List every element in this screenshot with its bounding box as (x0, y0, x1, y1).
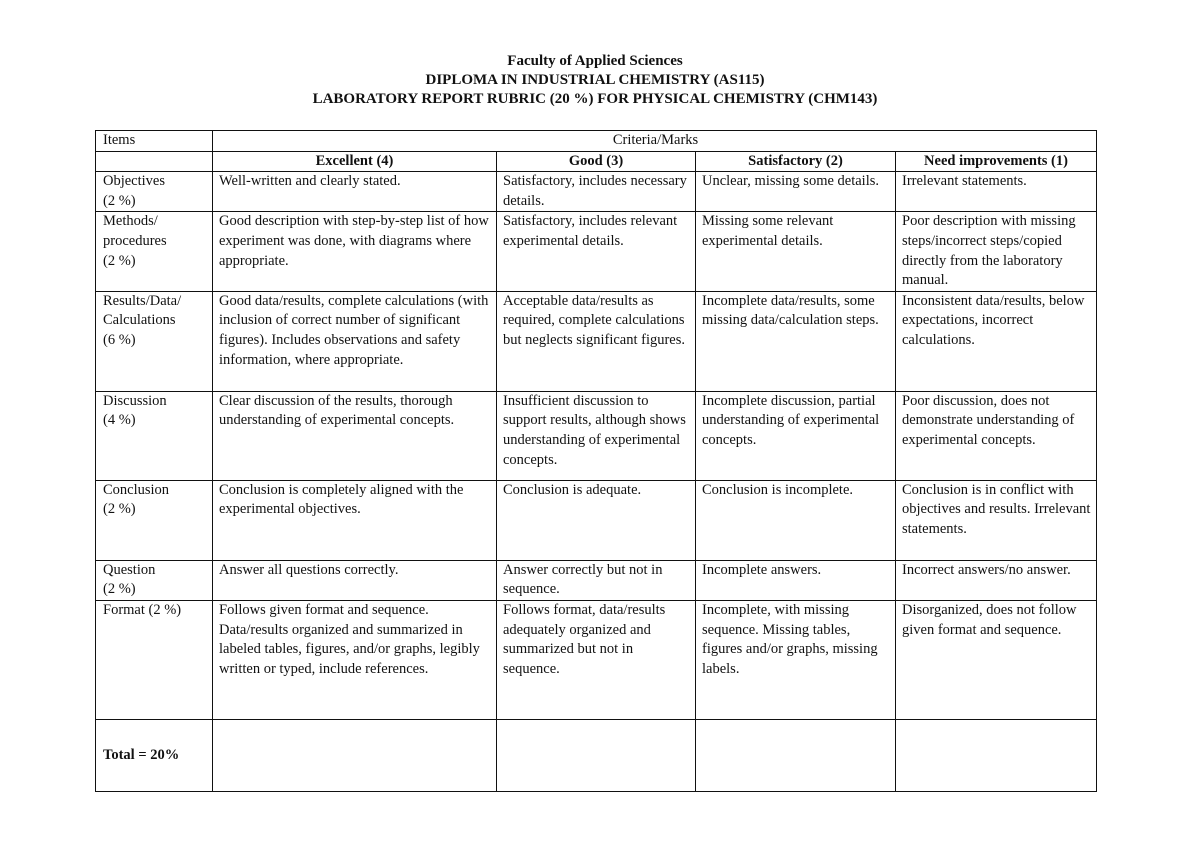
good-cell: Acceptable data/results as required, complete calculations but neglects significant figures. (497, 291, 696, 391)
satisfactory-cell: Incomplete discussion, partial understanding of experimental concepts. (696, 391, 896, 480)
total-needs-improvement-cell (896, 719, 1097, 791)
satisfactory-cell: Incomplete answers. (696, 560, 896, 600)
needs-improvement-cell: Poor discussion, does not demonstrate understanding of experimental concepts. (896, 391, 1097, 480)
rubric-title: LABORATORY REPORT RUBRIC (20 %) FOR PHYSICAL CHEMISTRY (CHM143) (312, 91, 878, 107)
table-row (96, 480, 1097, 560)
excellent-cell: Clear discussion of the results, thorough understanding of experimental concepts. (213, 391, 497, 480)
level-excellent: Excellent (4) (213, 151, 497, 172)
good-cell: Conclusion is adequate. (497, 480, 696, 560)
total-excellent-cell (213, 719, 497, 791)
good-cell: Satisfactory, includes necessary details. (497, 172, 696, 212)
needs-improvement-cell: Incorrect answers/no answer. (896, 560, 1097, 600)
excellent-cell: Well-written and clearly stated. (213, 172, 497, 212)
table-row (96, 560, 1097, 600)
table-row (96, 212, 1097, 291)
table-row (96, 172, 1097, 212)
table-row (96, 391, 1097, 480)
excellent-cell: Answer all questions correctly. (213, 560, 497, 600)
satisfactory-cell: Unclear, missing some details. (696, 172, 896, 212)
item-cell: Discussion (4 %) (96, 391, 213, 480)
item-cell: Format (2 %) (96, 600, 213, 719)
table-row (96, 600, 1097, 719)
good-cell: Satisfactory, includes relevant experimental details. (497, 212, 696, 291)
excellent-cell: Follows given format and sequence. Data/results organized and summarized in labeled tables, figures, and/or graphs, legibly written or typed, include references. (213, 600, 497, 719)
faculty-title: Faculty of Applied Sciences (507, 53, 683, 69)
satisfactory-cell: Incomplete, with missing sequence. Missing tables, figures and/or graphs, missing labels. (696, 600, 896, 719)
needs-improvement-cell: Poor description with missing steps/incorrect steps/copied directly from the laboratory manual. (896, 212, 1097, 291)
table-header-row (96, 131, 1097, 152)
satisfactory-cell: Conclusion is incomplete. (696, 480, 896, 560)
excellent-cell: Good data/results, complete calculations (with inclusion of correct number of significant figures). Includes observations and safety information, where appropriate. (213, 291, 497, 391)
good-cell: Insufficient discussion to support results, although shows understanding of experimental concepts. (497, 391, 696, 480)
level-good: Good (3) (497, 151, 696, 172)
satisfactory-cell: Missing some relevant experimental details. (696, 212, 896, 291)
total-row (96, 719, 1097, 791)
item-cell: Conclusion (2 %) (96, 480, 213, 560)
level-header-row (96, 151, 1097, 172)
item-cell: Methods/ procedures (2 %) (96, 212, 213, 291)
total-good-cell (497, 719, 696, 791)
needs-improvement-cell: Inconsistent data/results, below expectations, incorrect calculations. (896, 291, 1097, 391)
document-header (0, 52, 1190, 109)
good-cell: Answer correctly but not in sequence. (497, 560, 696, 600)
level-satisfactory: Satisfactory (2) (696, 151, 896, 172)
excellent-cell: Good description with step-by-step list of how experiment was done, with diagrams where appropriate. (213, 212, 497, 291)
table-row (96, 291, 1097, 391)
excellent-cell: Conclusion is completely aligned with the experimental objectives. (213, 480, 497, 560)
total-label: Total = 20% (96, 719, 213, 791)
satisfactory-cell: Incomplete data/results, some missing data/calculation steps. (696, 291, 896, 391)
total-satisfactory-cell (696, 719, 896, 791)
programme-title: DIPLOMA IN INDUSTRIAL CHEMISTRY (AS115) (425, 72, 765, 88)
needs-improvement-cell: Conclusion is in conflict with objectives and results. Irrelevant statements. (896, 480, 1097, 560)
good-cell: Follows format, data/results adequately organized and summarized but not in sequence. (497, 600, 696, 719)
rubric-table (95, 130, 1097, 792)
item-cell: Question (2 %) (96, 560, 213, 600)
criteria-header: Criteria/Marks (213, 131, 1097, 152)
needs-improvement-cell: Disorganized, does not follow given format and sequence. (896, 600, 1097, 719)
item-cell: Objectives (2 %) (96, 172, 213, 212)
item-cell: Results/Data/ Calculations (6 %) (96, 291, 213, 391)
items-header: Items (96, 131, 213, 152)
needs-improvement-cell: Irrelevant statements. (896, 172, 1097, 212)
level-needs-improvement: Need improvements (1) (896, 151, 1097, 172)
empty-header-cell (96, 151, 213, 172)
